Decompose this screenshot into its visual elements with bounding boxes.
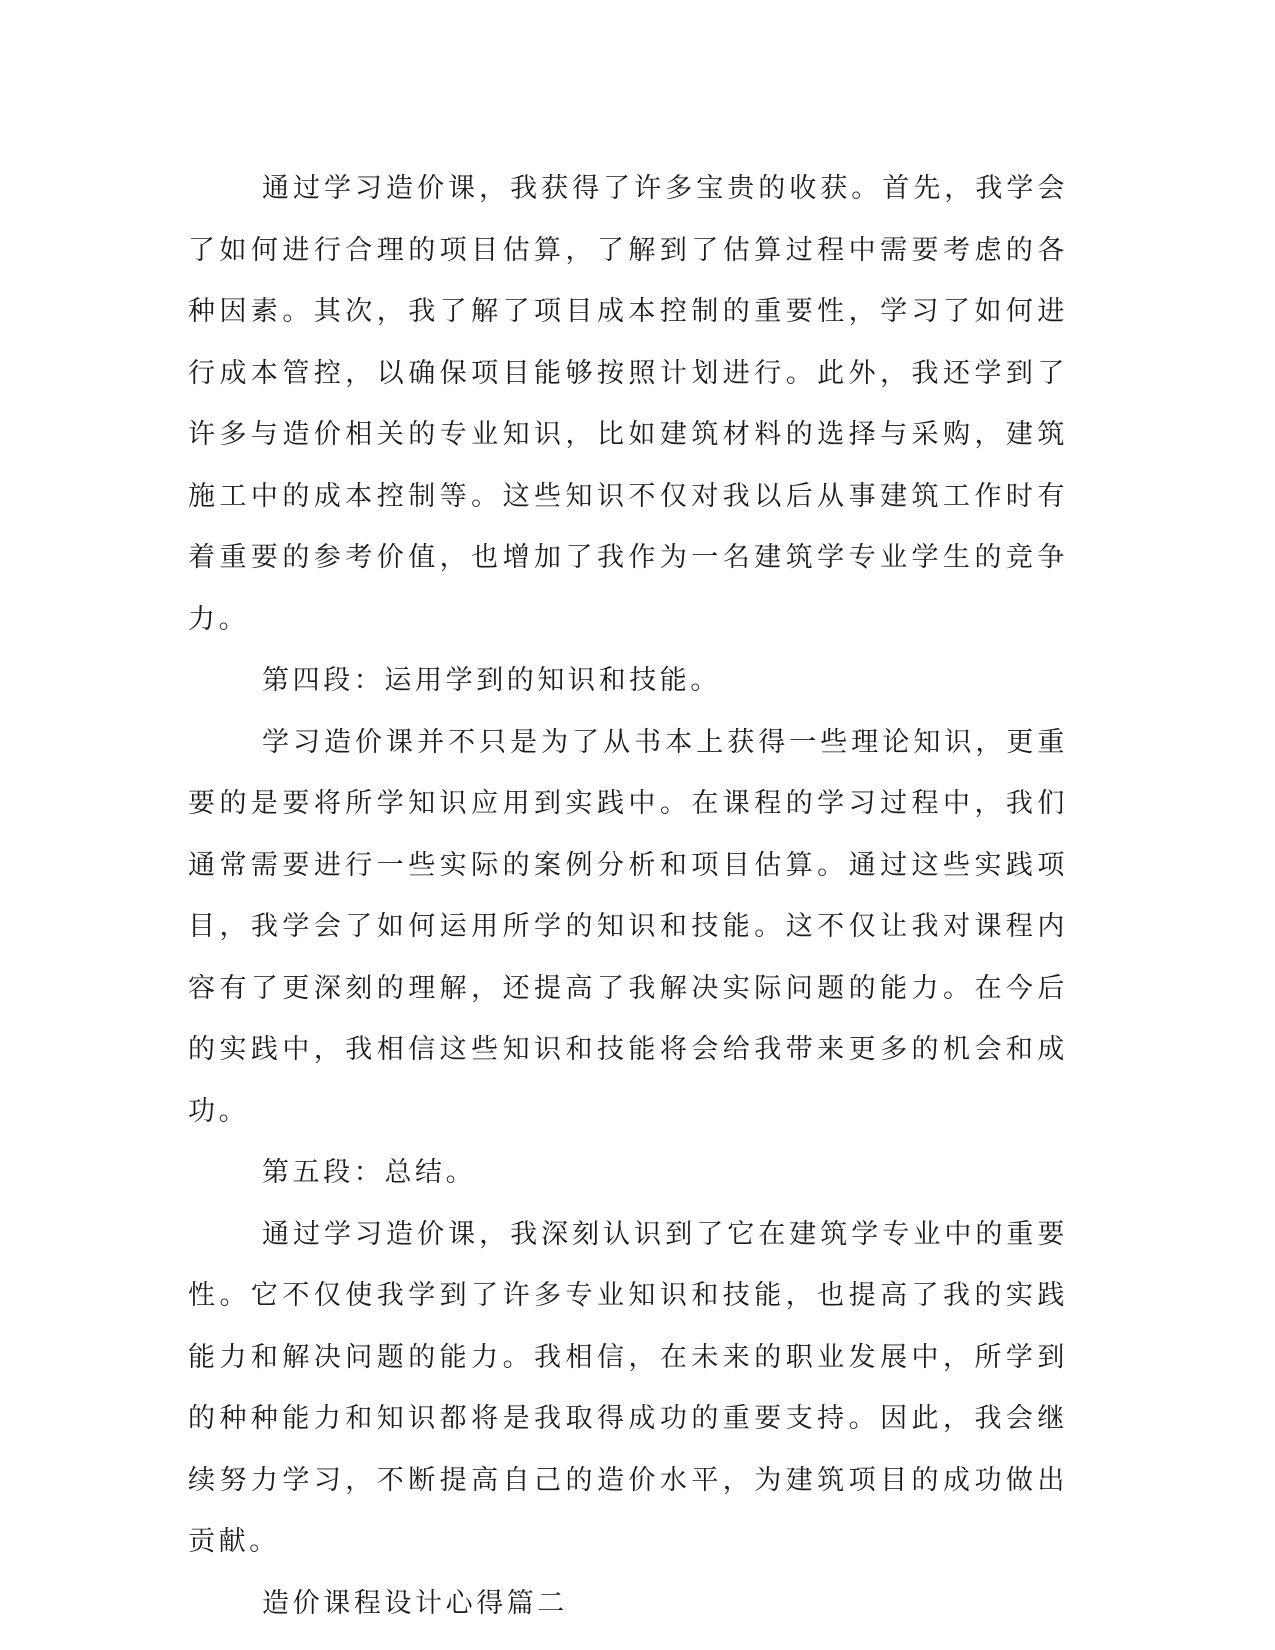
paragraph-application: 学习造价课并不只是为了从书本上获得一些理论知识，更重要的是要将所学知识应用到实践中。在课程的学习过程中，我们通常需要进行一些实际的案例分析和项目估算。通过这些实践项目，我学会了如何运用所学的知识和技能。这不仅让我对课程内容有了更深刻的理解，还提高了我解决实际问题的能力。在今后的实践中，我相信这些知识和技能将会给我带来更多的机会和成功。: [188, 726, 1068, 1127]
section-heading-5: 第五段：总结。: [262, 1157, 477, 1188]
paragraph-summary: 通过学习造价课，我深刻认识到了它在建筑学专业中的重要性。它不仅使我学到了许多专业知识和技能，也提高了我的实践能力和解决问题的能力。我相信，在未来的职业发展中，所学到的种种能力和知识都将是我取得成功的重要支持。因此，我会继续努力学习，不断提高自己的造价水平，为建筑项目的成功做出贡献。: [188, 1218, 1068, 1557]
section-heading-4: 第四段：运用学到的知识和技能。: [262, 665, 721, 696]
article-title-part-2: 造价课程设计心得篇二: [262, 1587, 568, 1619]
paragraph-harvest: 通过学习造价课，我获得了许多宝贵的收获。首先，我学会了如何进行合理的项目估算，了解到了估算过程中需要考虑的各种因素。其次，我了解了项目成本控制的重要性，学习了如何进行成本管控，以确保项目能够按照计划进行。此外，我还学到了许多与造价相关的专业知识，比如建筑材料的选择与采购，建筑施工中的成本控制等。这些知识不仅对我以后从事建筑工作时有着重要的参考价值，也增加了我作为一名建筑学专业学生的竞争力。: [188, 173, 1068, 635]
document-body: [188, 158, 1068, 1634]
